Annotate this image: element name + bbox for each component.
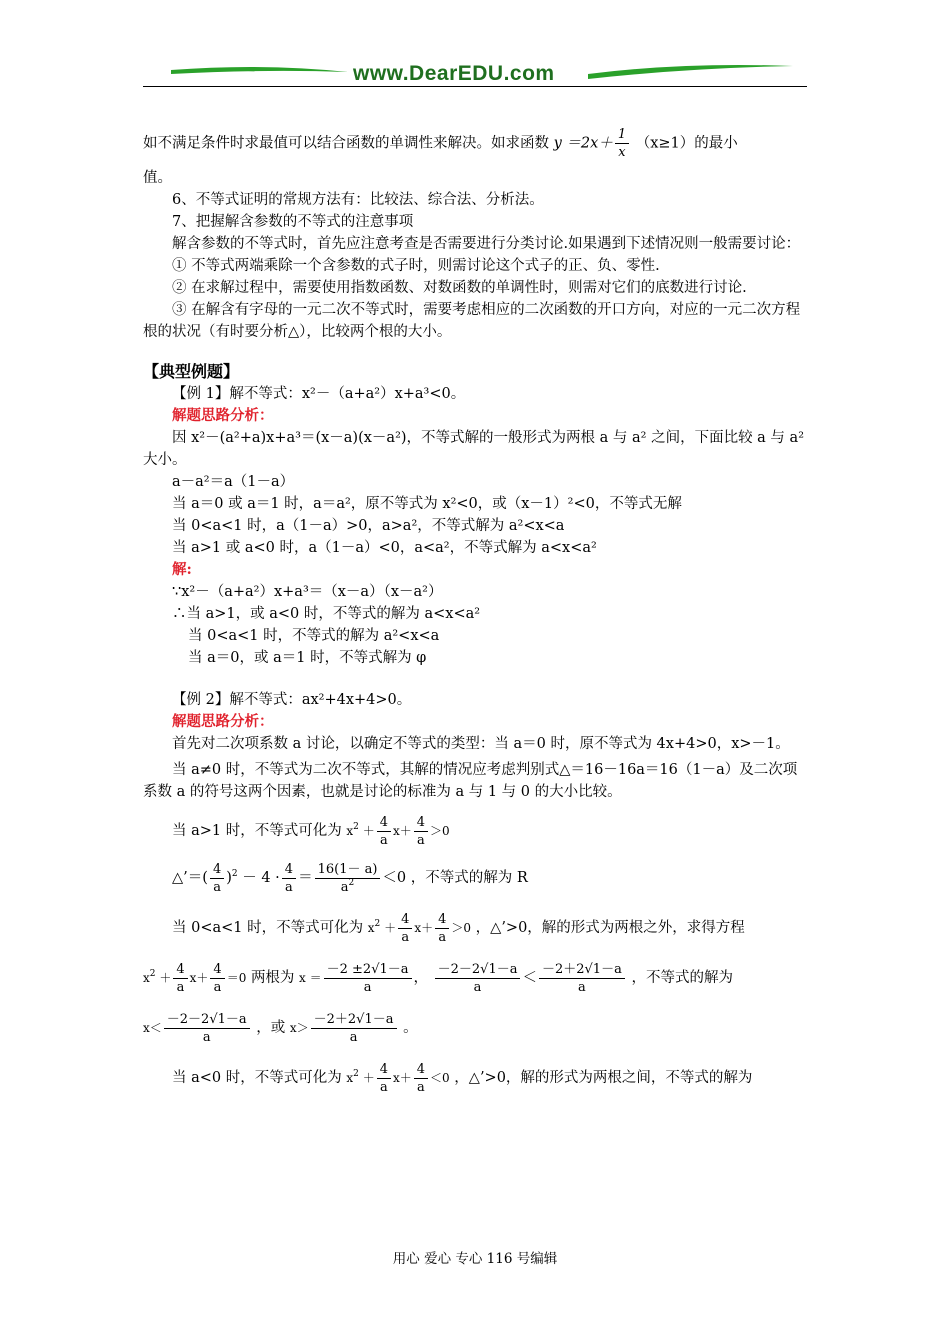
paragraph: 7、把握解含参数的不等式的注意事项 — [172, 214, 414, 230]
paragraph: 当 a>1 时，不等式可化为 $x^2$ ＋ $\frac{4}{a}$ x＋ $\frac{4}{a}$ ＞0 — [172, 814, 450, 848]
paragraph: 因 x²－(a²+a)x+a³＝(x－a)(x－a²)，不等式解的一般形式为两根 a 与 a² 之间，下面比较 a 与 a² 大小。 — [143, 430, 805, 468]
paragraph: a－a²＝a（1－a） — [172, 474, 295, 490]
site-logo-text: www.DearEDU.com — [353, 62, 555, 85]
document-body — [143, 126, 807, 1103]
paragraph: 当 a<0 时，不等式可化为 $x^2$ ＋ $\frac{4}{a}$ x＋ $\frac{4}{a}$ ＜0 ，△’>0，解的形式为两根之间，不等式的解为 — [172, 1061, 753, 1095]
fraction: $\frac{16(1- a)}{a^2}$ — [315, 861, 381, 896]
paragraph: 6、不等式证明的常规方法有：比较法、综合法、分析法。 — [172, 192, 544, 208]
paragraph: x＜ $\frac{-2-2√1-a}{a}$ ，或 x＞ $\frac{-2+2√1-a}{a}$ 。 — [143, 1011, 418, 1045]
paragraph: 当 a＝0，或 a＝1 时，不等式解为 φ — [188, 650, 427, 666]
fraction: $\frac{4}{a}$ — [435, 911, 449, 946]
paragraph: 解含参数的不等式时，首先应注意考查是否需要进行分类讨论.如果遇到下述情况则一般需要讨论： — [172, 236, 801, 252]
paragraph: 值。 — [143, 170, 172, 186]
header-rule — [143, 86, 807, 87]
paragraph: 当 a＝0 或 a＝1 时，a＝a²，原不等式为 x²<0，或（x－1）²<0，不等式无解 — [172, 496, 682, 512]
solution-heading: 解: — [172, 561, 192, 578]
section-heading: 【典型例题】 — [143, 362, 240, 381]
paragraph: 当 0<a<1 时，不等式的解为 a²<x<a — [188, 628, 440, 644]
paragraph: ∴当 a>1，或 a<0 时，不等式的解为 a<x<a² — [172, 606, 481, 622]
fraction: $\frac{4}{a}$ — [173, 961, 187, 996]
fraction: $\frac{4}{a}$ — [398, 911, 412, 946]
analysis-heading: 解题思路分析： — [172, 713, 274, 730]
fraction: $\frac{4}{a}$ — [282, 861, 296, 896]
fraction: $\frac{-2+2√1-a}{a}$ — [539, 961, 625, 996]
fraction: $\frac{-2-2√1-a}{a}$ — [164, 1011, 250, 1046]
paragraph: ③ 在解含有字母的一元二次不等式时，需要考虑相应的二次函数的开口方向，对应的一元二次方程根的状况（有时要分析△），比较两个根的大小。 — [143, 302, 801, 340]
fraction: $\frac{4}{a}$ — [414, 1061, 428, 1096]
fraction: $\frac{4}{a}$ — [377, 1061, 391, 1096]
page-footer: 用心 爱心 专心 116 号编辑 — [392, 1251, 558, 1267]
example-title: 【例 2】解不等式：ax²+4x+4>0。 — [172, 692, 412, 708]
paragraph: 如不满足条件时求最值可以结合函数的单调性来解决。如求函数 y ＝2x＋ $\frac{1}{x}$ （x≥1）的最小 — [143, 127, 738, 160]
formula-y: y ＝2x＋ — [553, 135, 613, 152]
paragraph: ∵x²－（a+a²）x+a³＝（x－a）（x－a²） — [172, 584, 443, 600]
paragraph: 当 a>1 或 a<0 时，a（1－a）<0，a<a²，不等式解为 a<x<a² — [172, 540, 597, 556]
spacer — [143, 669, 807, 689]
paragraph: ① 不等式两端乘除一个含参数的式子时，则需讨论这个式子的正、负、零性. — [172, 258, 660, 274]
fraction: $\frac{-2+2√1-a}{a}$ — [311, 1011, 397, 1046]
fraction: $\frac{4}{a}$ — [210, 961, 224, 996]
paragraph: 首先对二次项系数 a 讨论，以确定不等式的类型：当 a＝0 时，原不等式为 4x+4>0，x>－1。 — [172, 736, 790, 752]
fraction: $\frac{1}{x}$ — [615, 126, 629, 161]
paragraph: $x^2$ ＋ $\frac{4}{a}$ x＋ $\frac{4}{a}$ ＝0 两根为 x ＝ $\frac{-2 \pm 2√1-a}{a}$ ， $\frac{-2-2√1-a}{a}$ ＜ $\frac{-2+2√1-a}{a}$ ，不等式的解为 — [143, 961, 733, 995]
fraction: $\frac{-2 \pm 2√1-a}{a}$ — [324, 961, 412, 996]
paragraph: 当 a≠0 时，不等式为二次不等式，其解的情况应考虑判别式△＝16－16a＝16（1－a）及二次项系数 a 的符号这两个因素，也就是讨论的标准为 a 与 1 与 0 的大小比较。 — [143, 762, 798, 800]
paragraph: △’＝( $\frac{4}{a}$ )$^2$ － 4 · $\frac{4}{a}$ ＝ $\frac{16(1- a)}{a^2}$ ＜0 ，不等式的解为 R — [172, 861, 528, 895]
paragraph: 当 0<a<1 时，a（1－a）>0，a>a²，不等式解为 a²<x<a — [172, 518, 565, 534]
fraction: $\frac{4}{a}$ — [414, 814, 428, 849]
analysis-heading: 解题思路分析： — [172, 407, 274, 424]
fraction: $\frac{4}{a}$ — [210, 861, 224, 896]
example-title: 【例 1】解不等式：x²－（a+a²）x+a³<0。 — [172, 386, 466, 402]
paragraph: ② 在求解过程中，需要使用指数函数、对数函数的单调性时，则需对它们的底数进行讨论. — [172, 280, 747, 296]
paragraph: 当 0<a<1 时，不等式可化为 $x^2$ ＋ $\frac{4}{a}$ x＋ $\frac{4}{a}$ ＞0 ，△’>0，解的形式为两根之外，求得方程 — [172, 911, 745, 945]
fraction: $\frac{4}{a}$ — [377, 814, 391, 849]
fraction: $\frac{-2-2√1-a}{a}$ — [435, 961, 521, 996]
